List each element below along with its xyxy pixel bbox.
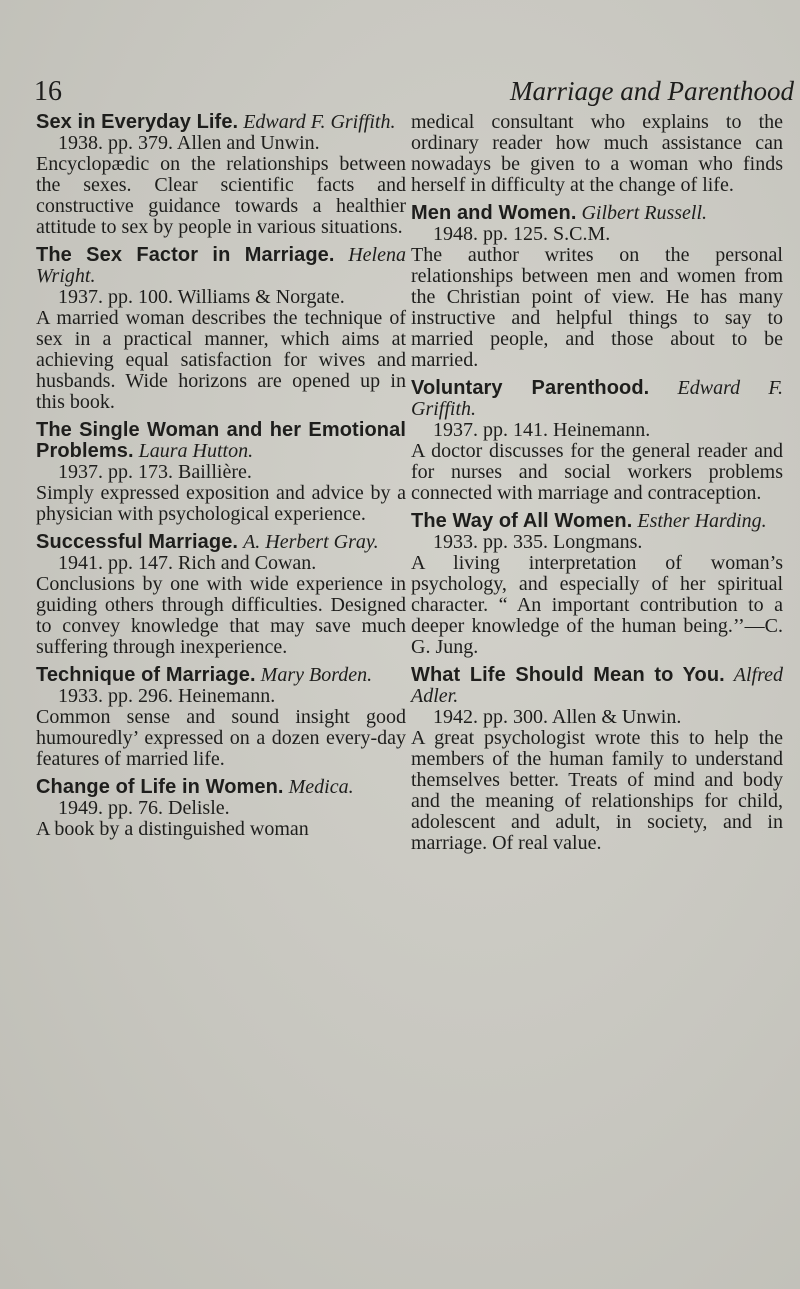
book-author: Edward F. Griffith. [411,377,783,420]
entry-continuation [411,112,783,196]
entry-heading [411,511,783,553]
book-entry [36,245,406,413]
book-entry [36,665,406,770]
entry-heading [36,777,406,819]
book-author: Gilbert Russell. [581,202,708,224]
book-author: Laura Hutton. [138,440,254,462]
book-author: Helena Wright. [36,244,406,287]
book-title: Technique of Marriage. [36,664,256,686]
entry-heading [411,378,783,441]
book-author: Edward F. Griffith. [243,111,396,133]
running-title: Marriage and Parenthood [510,76,794,106]
entry-heading [411,203,783,245]
book-entry [36,420,406,525]
entry-heading [411,665,783,728]
book-title: The Sex Factor in Marriage. [36,244,335,266]
book-description: Common sense and sound insight good humouredly’ expressed on a dozen every-day features of married life. [36,706,406,770]
book-publication: 1941. pp. 147. Rich and Cowan. [58,552,317,574]
book-entry [411,203,783,371]
book-entry [411,665,783,854]
book-author: Alfred Adler. [411,664,783,707]
book-title: Sex in Everyday Life. [36,111,239,133]
book-author: A. Herbert Gray. [243,531,379,553]
book-author: Medica. [288,776,354,798]
book-entry [36,777,406,840]
book-title: What Life Should Mean to You. [411,664,725,686]
book-publication: 1949. pp. 76. Delisle. [58,797,230,819]
book-entry [36,112,406,238]
book-title: The Single Woman and her Emotional Problems. [36,419,406,462]
book-description: A book by a distinguished woman [36,818,309,840]
book-entry [36,532,406,658]
book-description: Simply expressed exposition and advice by a physician with psychological experience. [36,482,406,525]
book-description: The author writes on the personal relationships between men and women from the Christian point of view. He has many instructive and helpful things to say to married people, and those about to be married. [411,244,783,371]
book-publication: 1938. pp. 379. Allen and Unwin. [58,132,320,154]
entry-heading [36,665,406,707]
book-title: The Way of All Women. [411,510,633,532]
entry-heading [36,112,406,154]
page-number: 16 [34,76,62,107]
book-description: A doctor discusses for the general reader and for nurses and social workers problems connected with marriage and contraception. [411,440,783,504]
book-title: Men and Women. [411,202,577,224]
entry-heading [36,532,406,574]
book-publication: 1937. pp. 100. Williams & Norgate. [58,286,345,308]
book-description: A living interpretation of woman’s psychology, and especially of her spiritual character. “ An important contribution to a deeper knowledge of the human being.’’—C. G. Jung. [411,552,783,658]
book-description: Conclusions by one with wide experience in guiding others through difficulties. Designed to convey knowledge that may save much suffering through inexperience. [36,573,406,658]
book-description: A married woman describes the technique of sex in a practical manner, which aims at achieving equal satisfaction for wives and husbands. Wide horizons are opened up in this book. [36,307,406,413]
book-title: Successful Marriage. [36,531,239,553]
book-entry [411,511,783,658]
book-description: A great psychologist wrote this to help the members of the human family to understand themselves better. Treats of mind and body and the meaning of relationships for child, adolescent and adult, in society, and in marriage. Of real value. [411,727,783,854]
continued-description: medical consultant who explains to the ordinary reader how much assistance can nowadays be given to a woman who finds herself in difficulty at the change of life. [411,111,783,196]
book-description: Encyclopædic on the relationships between the sexes. Clear scientific facts and constructive guidance towards a healthier attitude to sex by people in various situations. [36,153,406,238]
book-publication: 1948. pp. 125. S.C.M. [433,223,611,245]
book-author: Mary Borden. [260,664,373,686]
entry-heading [36,245,406,308]
book-author: Esther Harding. [637,510,767,532]
book-entry [411,378,783,504]
book-publication: 1942. pp. 300. Allen & Unwin. [433,706,682,728]
entry-heading [36,420,406,483]
book-publication: 1933. pp. 296. Heinemann. [58,685,276,707]
book-publication: 1933. pp. 335. Longmans. [433,531,643,553]
right-column [411,112,783,861]
left-column [36,112,406,847]
book-title: Voluntary Parenthood. [411,377,650,399]
book-title: Change of Life in Women. [36,776,284,798]
book-publication: 1937. pp. 141. Heinemann. [433,419,651,441]
book-publication: 1937. pp. 173. Baillière. [58,461,252,483]
